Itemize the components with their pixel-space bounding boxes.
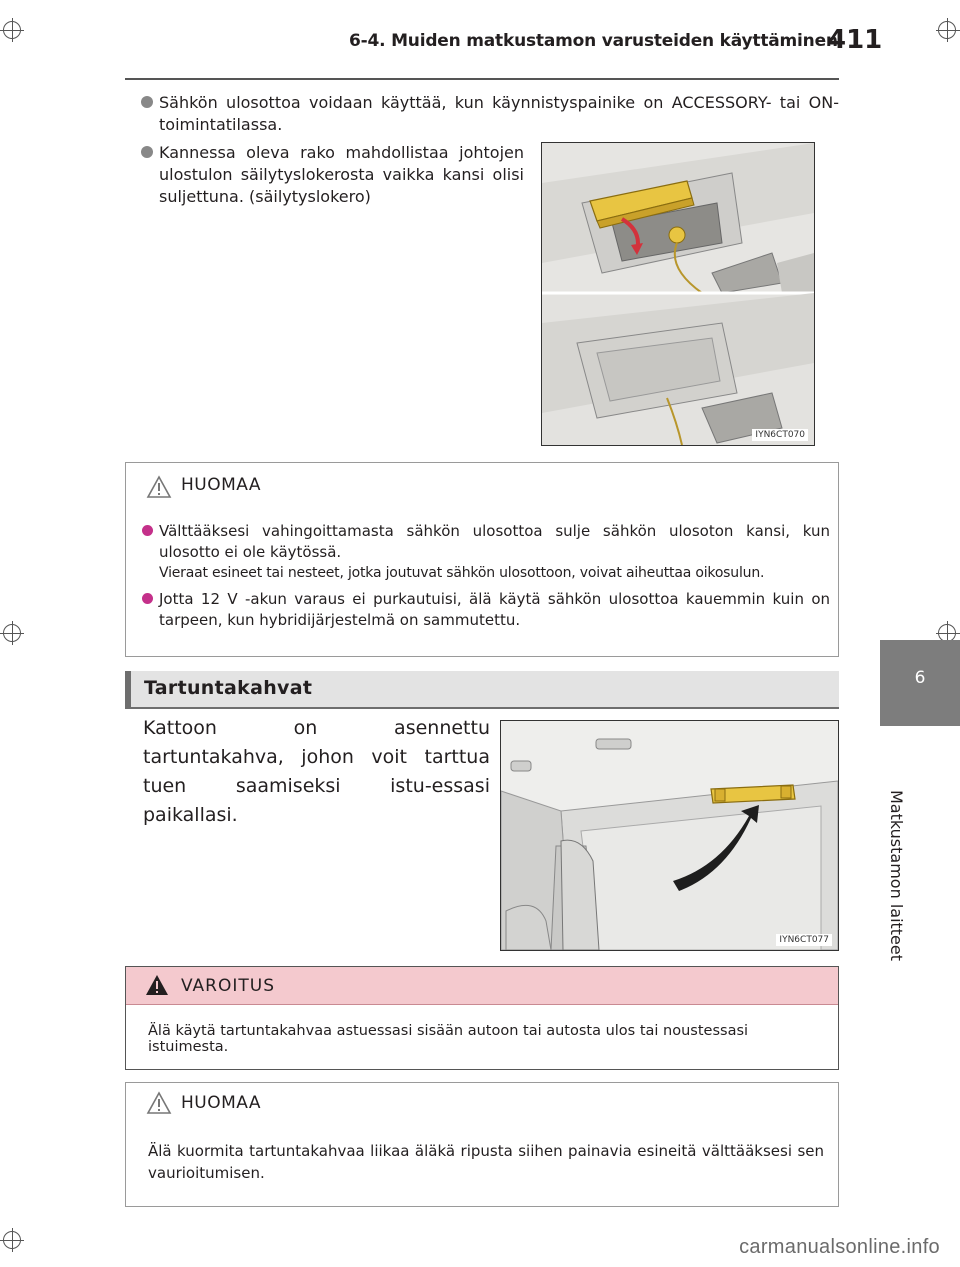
bullet-text: Kannessa oleva rako mahdollistaa johtojen ulostulon säilytyslokerosta vaikka kansi olisi suljettuna. (säilytyslokero)	[159, 143, 524, 206]
bullet-dot-icon	[141, 96, 153, 108]
crop-mark	[3, 624, 21, 642]
warning-title: VAROITUS	[181, 976, 275, 996]
grab-handle-drawing	[501, 721, 838, 950]
notice-list	[142, 521, 830, 631]
bullet-text: Sähkön ulosottoa voidaan käyttää, kun käynnistyspainike on ACCESSORY- tai ON-toimintatilassa.	[159, 93, 839, 134]
running-header: 6-4. Muiden matkustamon varusteiden käyttäminen	[349, 31, 838, 51]
notice-title: HUOMAA	[181, 1093, 262, 1113]
warning-triangle-icon	[146, 475, 172, 503]
crop-mark	[938, 21, 956, 39]
bullet-dot-icon	[142, 593, 153, 604]
header-rule	[125, 78, 839, 80]
notice-box	[125, 462, 839, 657]
notice-item-text: Jotta 12 V -akun varaus ei purkautuisi, älä käytä sähkön ulosottoa kauemmin kuin on tarpeen, kun hybridijärjestelmä on sammutettu.	[159, 590, 830, 629]
section-heading-bar	[125, 671, 839, 707]
bullet-row	[141, 142, 524, 208]
warning-box	[125, 966, 839, 1070]
chapter-number: 6	[914, 668, 926, 688]
section-title: Tartuntakahvat	[144, 677, 313, 699]
grab-handle-illustration	[500, 720, 839, 951]
warning-text: Älä käytä tartuntakahvaa astuessasi sisään autoon tai autosta ulos tai noustessasi istuimesta.	[148, 1023, 749, 1055]
warning-header	[126, 967, 838, 1005]
bullet-item	[141, 92, 839, 136]
bullet-dot-icon	[141, 146, 153, 158]
notice-box	[125, 1082, 839, 1207]
console-storage-drawing	[542, 143, 814, 445]
crop-mark	[3, 1231, 21, 1249]
chapter-title-wrap	[886, 790, 906, 962]
page-number: 411	[828, 25, 883, 55]
chapter-title: Matkustamon laitteet	[887, 790, 906, 962]
notice-item	[142, 521, 830, 563]
bullet-row	[141, 92, 839, 136]
bullet-dot-icon	[142, 525, 153, 536]
notice-item-sub: Vieraat esineet tai nesteet, jotka joutuvat sähkön ulosottoon, voivat aiheuttaa oikosulun.	[159, 565, 765, 581]
warning-triangle-icon	[146, 1091, 172, 1119]
section-underline	[125, 707, 839, 709]
console-storage-illustration	[541, 142, 815, 446]
notice-item-text: Välttääksesi vahingoittamasta sähkön ulosottoa sulje sähkön ulosoton kansi, kun ulosotto ei ole käytössä.	[159, 522, 830, 561]
notice-title: HUOMAA	[181, 475, 262, 495]
crop-mark	[3, 21, 21, 39]
figure-id: IYN6CT070	[752, 429, 808, 441]
figure-id: IYN6CT077	[776, 934, 832, 946]
watermark: carmanualsonline.info	[739, 1236, 940, 1258]
notice-item	[142, 589, 830, 631]
warning-triangle-icon	[144, 973, 170, 1001]
section-body: Kattoon on asennettu tartuntakahva, johon voit tarttua tuen saamiseksi istu-essasi paikallasi.	[143, 717, 490, 826]
notice-text: Älä kuormita tartuntakahvaa liikaa äläkä ripusta siihen painavia esineitä välttääksesi sen vaurioitumisen.	[148, 1142, 824, 1182]
bullet-item	[141, 142, 524, 208]
